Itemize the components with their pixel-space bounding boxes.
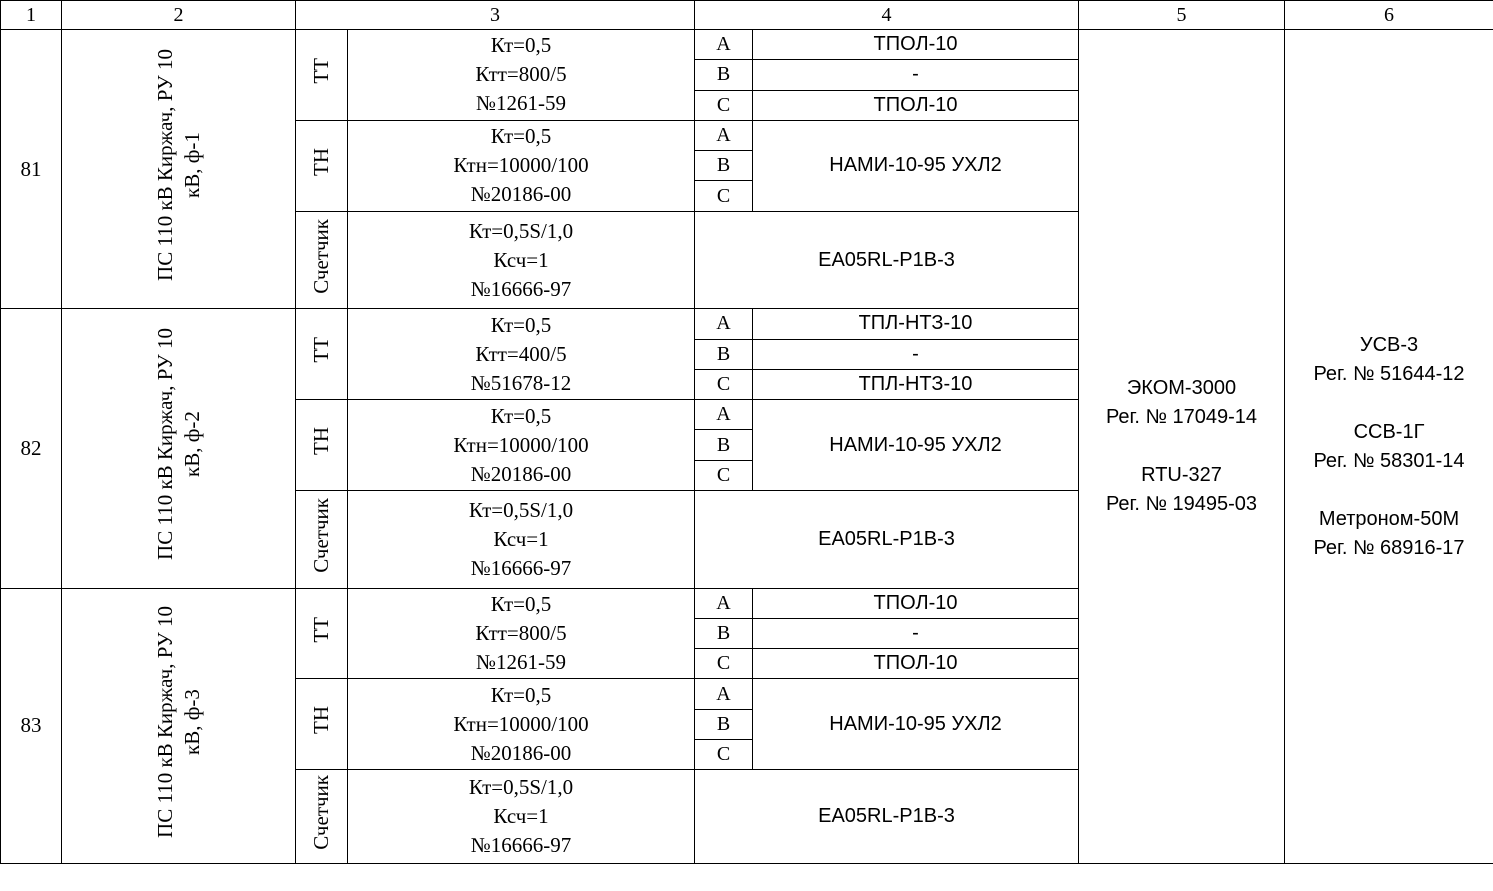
device-line: Рег. № 58301-14	[1313, 449, 1465, 472]
header-cell: 2	[62, 1, 296, 30]
tn-label: ТН	[309, 427, 333, 456]
phase-label: A	[695, 679, 753, 709]
meter-param: Кт=0,5S/1,0	[468, 497, 574, 522]
tn-type: НАМИ-10-95 УХЛ2	[753, 679, 1079, 770]
meter-type: EA05RL-P1B-3	[695, 491, 1079, 589]
meter-params-cell	[348, 770, 695, 864]
tn-label-cell	[296, 120, 348, 211]
connection-name-text	[152, 49, 206, 281]
phase-label: B	[695, 151, 753, 181]
tn-param: Ктн=10000/100	[453, 711, 589, 736]
tt-param: Ктт=800/5	[475, 621, 567, 645]
header-cell: 3	[296, 1, 695, 30]
tn-params-cell	[348, 120, 695, 211]
tt-param: Кт=0,5	[490, 312, 552, 337]
device-line	[1079, 432, 1284, 461]
meter-param: Ксч=1	[493, 247, 549, 272]
device-line: ЭКОМ-3000	[1126, 377, 1237, 400]
meter-label-cell	[296, 211, 348, 309]
tt-label: ТТ	[309, 337, 333, 364]
tt-type: ТПОЛ-10	[753, 90, 1079, 120]
tn-label: ТН	[309, 147, 333, 176]
row-number: 83	[1, 588, 62, 864]
meter-label: Счетчик	[309, 497, 333, 573]
tn-param: Ктн=10000/100	[453, 153, 589, 178]
connection-name-line: ПС 110 кВ Киржач, РУ 10	[152, 605, 177, 838]
tt-type: ТПЛ-НТЗ-10	[753, 309, 1079, 339]
col5-devices	[1079, 30, 1285, 864]
tt-type: -	[753, 618, 1079, 648]
device-line: Рег. № 51644-12	[1313, 362, 1465, 385]
connection-name-line: кВ, ф-2	[179, 411, 204, 478]
tn-params-cell	[348, 679, 695, 770]
connection-name	[62, 588, 296, 864]
tn-param: №20186-00	[470, 461, 572, 486]
tt-param: №1261-59	[475, 650, 567, 674]
meter-param: №16666-97	[470, 555, 572, 580]
meter-param: Кт=0,5S/1,0	[468, 218, 574, 243]
phase-label: C	[695, 460, 753, 490]
connection-name	[62, 309, 296, 588]
tt-type: ТПОЛ-10	[753, 588, 1079, 618]
tt-type: ТПОЛ-10	[753, 30, 1079, 60]
tn-label-cell	[296, 400, 348, 491]
tn-type: НАМИ-10-95 УХЛ2	[753, 400, 1079, 491]
header-row	[1, 1, 1493, 30]
tt-label: ТТ	[309, 58, 333, 84]
tt-type: ТПОЛ-10	[753, 649, 1079, 679]
phase-label: C	[695, 369, 753, 399]
phase-label: C	[695, 740, 753, 770]
tt-type: ТПЛ-НТЗ-10	[753, 369, 1079, 399]
device-line	[1285, 389, 1493, 418]
connection-name-line: ПС 110 кВ Киржач, РУ 10	[152, 328, 177, 561]
tt-type: -	[753, 60, 1079, 90]
tn-param: №20186-00	[470, 182, 572, 207]
tt-param: Кт=0,5	[490, 592, 552, 616]
row-number: 82	[1, 309, 62, 588]
device-line: RTU-327	[1141, 464, 1222, 487]
tt-label: ТТ	[309, 616, 333, 643]
tt-label-cell	[296, 309, 348, 400]
phase-label: B	[695, 618, 753, 648]
tn-param: Кт=0,5	[490, 682, 552, 707]
device-line: Рег. № 17049-14	[1105, 406, 1258, 429]
tn-param: №20186-00	[470, 740, 572, 765]
row-number: 81	[1, 30, 62, 309]
tn-params-cell	[348, 400, 695, 491]
header-cell: 1	[1, 1, 62, 30]
device-line: УСВ-3	[1359, 333, 1419, 356]
meter-param: №16666-97	[470, 833, 572, 858]
phase-label: A	[695, 400, 753, 430]
phase-label: A	[695, 588, 753, 618]
meter-param: Ксч=1	[493, 804, 549, 829]
tn-label-cell	[296, 679, 348, 770]
tt-param: Кт=0,5	[490, 33, 552, 58]
col6-devices	[1285, 30, 1493, 864]
device-line: Рег. № 68916-17	[1313, 536, 1465, 559]
device-line: Рег. № 19495-03	[1105, 493, 1258, 516]
meter-type: EA05RL-P1B-3	[695, 770, 1079, 864]
tn-label: ТН	[309, 706, 333, 735]
tt-params-cell	[348, 30, 695, 121]
tt-param: Ктт=400/5	[475, 341, 567, 366]
tn-param: Кт=0,5	[490, 403, 552, 428]
phase-label: B	[695, 339, 753, 369]
meter-type: EA05RL-P1B-3	[695, 211, 1079, 309]
phase-label: C	[695, 649, 753, 679]
tt-label-cell	[296, 30, 348, 121]
meter-label: Счетчик	[309, 775, 333, 851]
tn-param: Кт=0,5	[490, 124, 552, 149]
phase-label: A	[695, 30, 753, 60]
phase-label: A	[695, 309, 753, 339]
phase-label: C	[695, 181, 753, 211]
phase-label: B	[695, 430, 753, 460]
meter-label-cell	[296, 491, 348, 589]
tn-type: НАМИ-10-95 УХЛ2	[753, 120, 1079, 211]
phase-label: B	[695, 60, 753, 90]
tt-label-cell	[296, 588, 348, 679]
phase-label: A	[695, 120, 753, 150]
meter-params-cell	[348, 211, 695, 309]
connection-name-line: кВ, ф-1	[179, 132, 204, 199]
connection-name	[62, 30, 296, 309]
tn-param: Ктн=10000/100	[453, 432, 589, 457]
tt-params-cell	[348, 309, 695, 400]
connection-name-line: ПС 110 кВ Киржач, РУ 10	[152, 49, 177, 282]
table-row	[1, 30, 1493, 60]
phase-label: C	[695, 90, 753, 120]
tt-param: №1261-59	[475, 91, 567, 116]
tt-param: №51678-12	[470, 370, 572, 395]
header-cell: 5	[1079, 1, 1285, 30]
connection-name-line: кВ, ф-3	[179, 688, 204, 755]
meter-param: №16666-97	[470, 276, 572, 301]
meter-label: Счетчик	[309, 218, 333, 294]
meter-param: Кт=0,5S/1,0	[468, 775, 574, 800]
meter-param: Ксч=1	[493, 526, 549, 551]
meter-label-cell	[296, 770, 348, 864]
tt-type: -	[753, 339, 1079, 369]
device-line	[1285, 476, 1493, 505]
phase-label: B	[695, 709, 753, 739]
device-line: Метроном-50М	[1318, 507, 1460, 530]
tt-param: Ктт=800/5	[475, 62, 567, 87]
header-cell: 6	[1285, 1, 1493, 30]
tt-params-cell	[348, 588, 695, 679]
connection-name-text	[152, 328, 206, 560]
header-cell: 4	[695, 1, 1079, 30]
device-line: ССВ-1Г	[1353, 420, 1425, 443]
meter-params-cell	[348, 491, 695, 589]
connection-name-text	[152, 606, 206, 838]
